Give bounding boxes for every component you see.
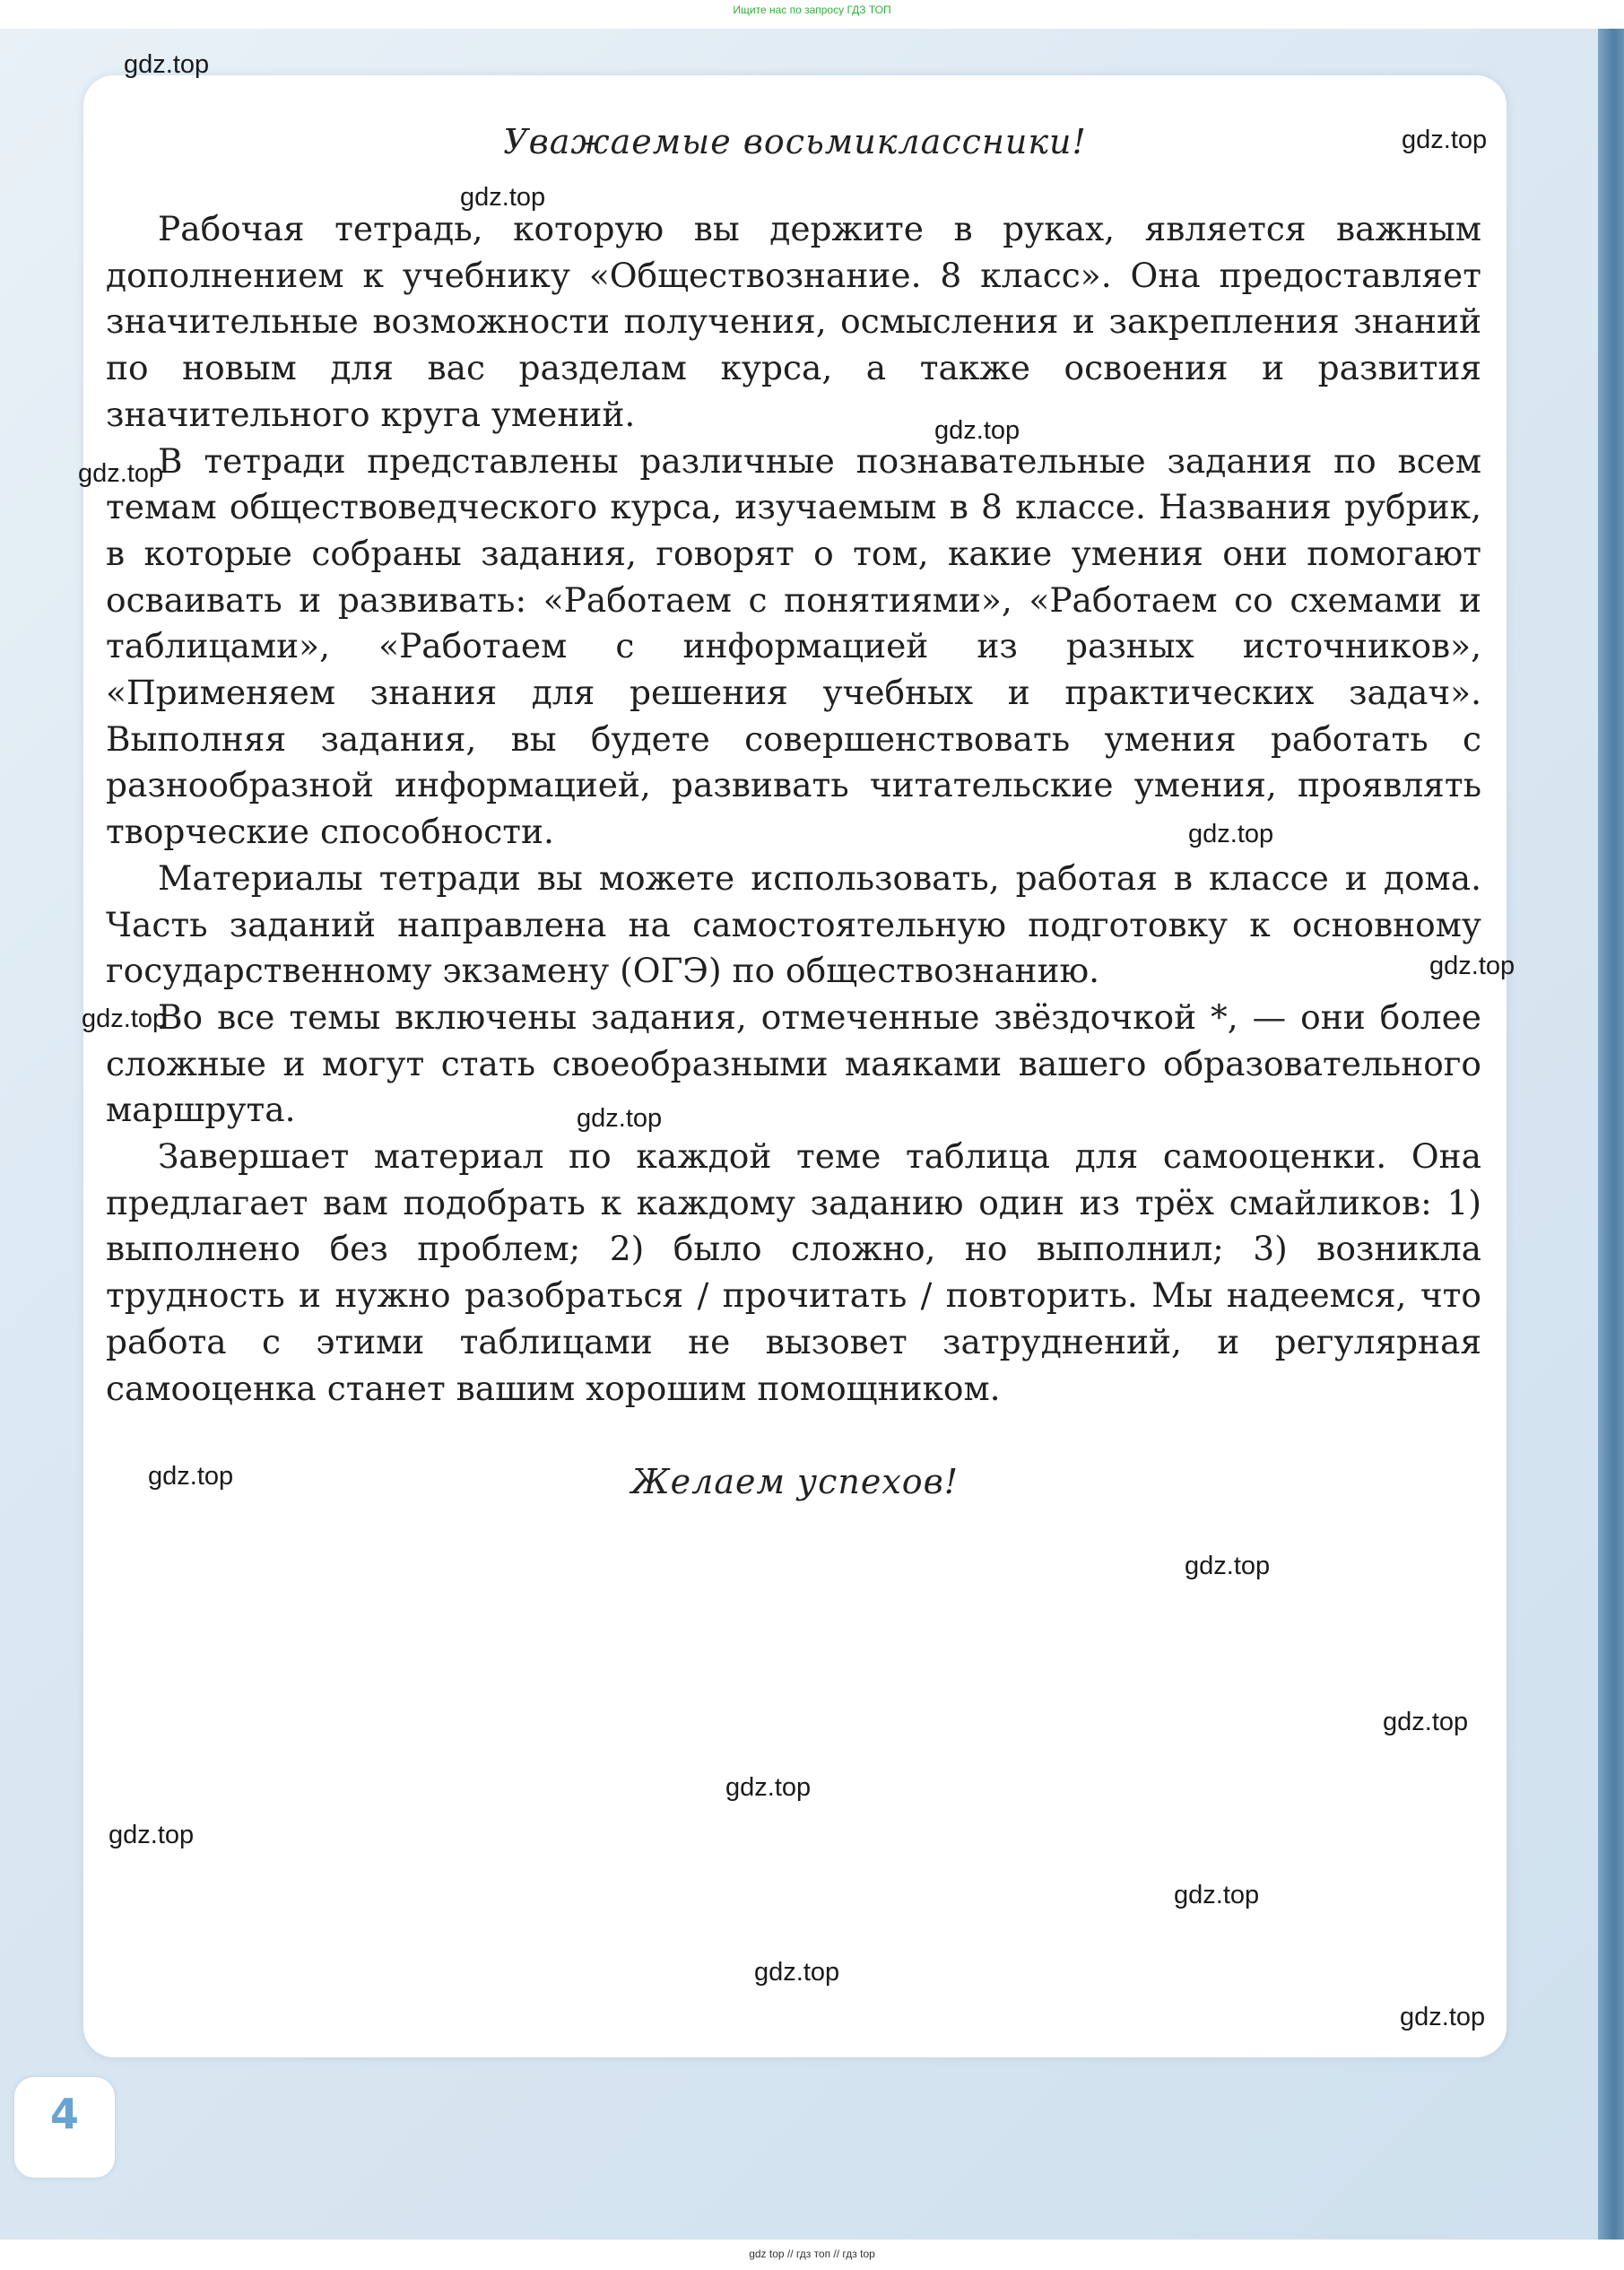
watermark: gdz.top xyxy=(124,50,210,79)
watermark: gdz.top xyxy=(1185,1552,1271,1580)
watermark: gdz.top xyxy=(1429,952,1515,980)
watermark: gdz.top xyxy=(109,1821,195,1849)
paragraph-5: Завершает материал по каждой теме таблица для самооценки. Она предлагает вам подобрать к каждому заданию один из трёх смайликов: 1) выполнено без проблем; 2) было сложно, но выполнил; 3) возникла трудность и нужно разобраться / прочитать / повторить. Мы надеемся, что работа с этими таблицами не вызовет затруднений, и регулярная самооценка станет вашим хорошим помощником. xyxy=(106,1136,1481,1408)
watermark: gdz.top xyxy=(577,1104,663,1133)
watermark: gdz.top xyxy=(725,1773,812,1802)
closing-wish: Желаем успехов! xyxy=(630,1462,960,1501)
bottom-banner: gdz top // гдз топ // гдз top xyxy=(749,2248,875,2260)
paragraph-1: Рабочая тетрадь, которую вы держите в руках, является важным дополнением к учебнику «Обществознание. 8 класс». Она предоставляет значительные возможности получения, осмысления и закрепления знаний по новым для вас разделам курса, а также освоения и развития значительного круга умений. xyxy=(106,209,1481,434)
body-text xyxy=(106,206,1481,1412)
page-number: 4 xyxy=(49,2090,79,2138)
watermark: gdz.top xyxy=(1383,1708,1469,1736)
paragraph-4: Во все темы включены задания, отмеченные звёздочкой *, — они более сложные и могут стать своеобразными маяками вашего образовательного маршрута. xyxy=(106,996,1481,1130)
watermark: gdz.top xyxy=(1188,820,1274,848)
greeting-heading: Уважаемые восьмиклассники! xyxy=(503,122,1087,161)
paragraph-3: Материалы тетради вы можете использовать, работая в классе и дома. Часть заданий направлена на самостоятельную подготовку к основному государственному экзамену (ОГЭ) по обществознанию. xyxy=(106,857,1481,991)
watermark: gdz.top xyxy=(754,1958,840,1987)
paragraph-2: В тетради представлены различные познавательные задания по всем темам обществоведческого курса, изучаемым в 8 классе. Названия рубрик, в которые собраны задания, говорят о том, какие умения они помогают осваивать и развивать: «Работаем с понятиями», «Работаем со схемами и таблицами», «Работаем с информацией из разных источников», «Применяем знания для решения учебных и практических задач». Выполняя задания, вы будете совершенствовать умения работать с разнообразной информацией, развивать читательские умения, проявлять творческие способности. xyxy=(106,440,1481,852)
book-spine-edge xyxy=(1598,29,1624,2240)
watermark: gdz.top xyxy=(82,1005,168,1033)
watermark: gdz.top xyxy=(78,459,164,488)
watermark: gdz.top xyxy=(148,1462,234,1491)
top-banner: Ищите нас по запросу ГДЗ ТОП xyxy=(733,4,891,16)
watermark: gdz.top xyxy=(934,416,1020,445)
watermark: gdz.top xyxy=(1400,2003,1486,2031)
watermark: gdz.top xyxy=(1174,1881,1260,1909)
watermark: gdz.top xyxy=(1402,126,1488,154)
watermark: gdz.top xyxy=(460,183,546,212)
